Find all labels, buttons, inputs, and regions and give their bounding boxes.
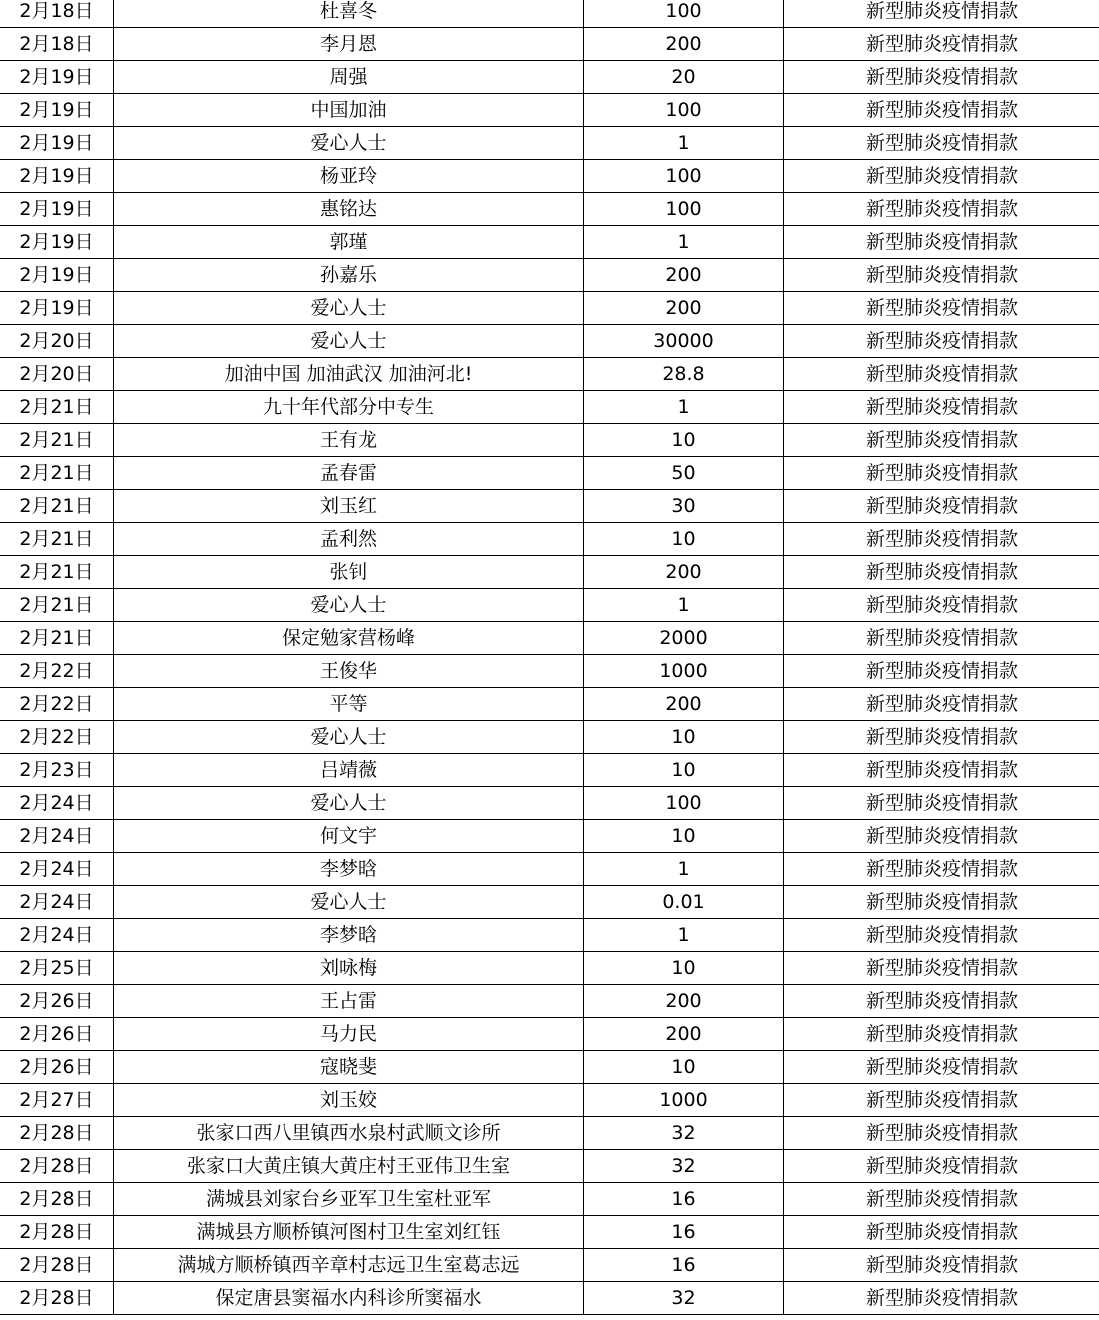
date-cell: 2月18日 bbox=[0, 28, 114, 61]
date-cell: 2月24日 bbox=[0, 853, 114, 886]
table-row bbox=[0, 226, 1099, 259]
purpose-cell: 新型肺炎疫情捐款 bbox=[784, 325, 1099, 358]
donor-name-cell: 平等 bbox=[114, 688, 584, 721]
donor-name-cell: 张家口西八里镇西水泉村武顺文诊所 bbox=[114, 1117, 584, 1150]
table-row bbox=[0, 325, 1099, 358]
table-row bbox=[0, 424, 1099, 457]
table-row bbox=[0, 589, 1099, 622]
donor-name-cell: 满城县刘家台乡亚军卫生室杜亚军 bbox=[114, 1183, 584, 1216]
purpose-cell: 新型肺炎疫情捐款 bbox=[784, 226, 1099, 259]
donor-name-cell: 张钊 bbox=[114, 556, 584, 589]
donor-name-cell: 李梦晗 bbox=[114, 853, 584, 886]
amount-cell: 28.8 bbox=[584, 358, 784, 391]
purpose-cell: 新型肺炎疫情捐款 bbox=[784, 787, 1099, 820]
amount-cell: 10 bbox=[584, 424, 784, 457]
purpose-cell: 新型肺炎疫情捐款 bbox=[784, 457, 1099, 490]
donor-name-cell: 满城方顺桥镇西辛章村志远卫生室葛志远 bbox=[114, 1249, 584, 1282]
date-cell: 2月26日 bbox=[0, 1018, 114, 1051]
purpose-cell: 新型肺炎疫情捐款 bbox=[784, 424, 1099, 457]
amount-cell: 1 bbox=[584, 853, 784, 886]
donor-name-cell: 爱心人士 bbox=[114, 721, 584, 754]
table-row bbox=[0, 655, 1099, 688]
table-row bbox=[0, 787, 1099, 820]
amount-cell: 32 bbox=[584, 1282, 784, 1315]
table-row bbox=[0, 358, 1099, 391]
purpose-cell: 新型肺炎疫情捐款 bbox=[784, 1183, 1099, 1216]
table-row bbox=[0, 820, 1099, 853]
purpose-cell: 新型肺炎疫情捐款 bbox=[784, 127, 1099, 160]
amount-cell: 10 bbox=[584, 820, 784, 853]
date-cell: 2月24日 bbox=[0, 919, 114, 952]
table-row bbox=[0, 886, 1099, 919]
amount-cell: 10 bbox=[584, 721, 784, 754]
date-cell: 2月28日 bbox=[0, 1249, 114, 1282]
purpose-cell: 新型肺炎疫情捐款 bbox=[784, 589, 1099, 622]
donor-name-cell: 寇晓斐 bbox=[114, 1051, 584, 1084]
amount-cell: 100 bbox=[584, 193, 784, 226]
purpose-cell: 新型肺炎疫情捐款 bbox=[784, 523, 1099, 556]
table-row bbox=[0, 754, 1099, 787]
date-cell: 2月19日 bbox=[0, 292, 114, 325]
amount-cell: 16 bbox=[584, 1216, 784, 1249]
purpose-cell: 新型肺炎疫情捐款 bbox=[784, 1249, 1099, 1282]
purpose-cell: 新型肺炎疫情捐款 bbox=[784, 1084, 1099, 1117]
purpose-cell: 新型肺炎疫情捐款 bbox=[784, 28, 1099, 61]
purpose-cell: 新型肺炎疫情捐款 bbox=[784, 1051, 1099, 1084]
amount-cell: 2000 bbox=[584, 622, 784, 655]
purpose-cell: 新型肺炎疫情捐款 bbox=[784, 1216, 1099, 1249]
donor-name-cell: 刘咏梅 bbox=[114, 952, 584, 985]
donor-name-cell: 何文宇 bbox=[114, 820, 584, 853]
table-row bbox=[0, 94, 1099, 127]
table-row bbox=[0, 1150, 1099, 1183]
date-cell: 2月19日 bbox=[0, 94, 114, 127]
date-cell: 2月24日 bbox=[0, 820, 114, 853]
date-cell: 2月21日 bbox=[0, 391, 114, 424]
purpose-cell: 新型肺炎疫情捐款 bbox=[784, 94, 1099, 127]
table-row bbox=[0, 490, 1099, 523]
date-cell: 2月19日 bbox=[0, 127, 114, 160]
table-row bbox=[0, 28, 1099, 61]
purpose-cell: 新型肺炎疫情捐款 bbox=[784, 886, 1099, 919]
date-cell: 2月21日 bbox=[0, 457, 114, 490]
amount-cell: 1 bbox=[584, 127, 784, 160]
date-cell: 2月24日 bbox=[0, 787, 114, 820]
donor-name-cell: 王占雷 bbox=[114, 985, 584, 1018]
purpose-cell: 新型肺炎疫情捐款 bbox=[784, 1018, 1099, 1051]
date-cell: 2月19日 bbox=[0, 61, 114, 94]
purpose-cell: 新型肺炎疫情捐款 bbox=[784, 1282, 1099, 1315]
amount-cell: 200 bbox=[584, 985, 784, 1018]
amount-cell: 30000 bbox=[584, 325, 784, 358]
amount-cell: 10 bbox=[584, 1051, 784, 1084]
amount-cell: 30 bbox=[584, 490, 784, 523]
purpose-cell: 新型肺炎疫情捐款 bbox=[784, 622, 1099, 655]
donor-name-cell: 爱心人士 bbox=[114, 589, 584, 622]
date-cell: 2月19日 bbox=[0, 193, 114, 226]
donor-name-cell: 郭瑾 bbox=[114, 226, 584, 259]
date-cell: 2月20日 bbox=[0, 325, 114, 358]
purpose-cell: 新型肺炎疫情捐款 bbox=[784, 919, 1099, 952]
date-cell: 2月25日 bbox=[0, 952, 114, 985]
date-cell: 2月24日 bbox=[0, 886, 114, 919]
date-cell: 2月22日 bbox=[0, 655, 114, 688]
donor-name-cell: 爱心人士 bbox=[114, 127, 584, 160]
date-cell: 2月23日 bbox=[0, 754, 114, 787]
purpose-cell: 新型肺炎疫情捐款 bbox=[784, 490, 1099, 523]
purpose-cell: 新型肺炎疫情捐款 bbox=[784, 688, 1099, 721]
amount-cell: 200 bbox=[584, 292, 784, 325]
amount-cell: 50 bbox=[584, 457, 784, 490]
donor-name-cell: 孙嘉乐 bbox=[114, 259, 584, 292]
purpose-cell: 新型肺炎疫情捐款 bbox=[784, 160, 1099, 193]
donor-name-cell: 刘玉姣 bbox=[114, 1084, 584, 1117]
table-row bbox=[0, 1018, 1099, 1051]
amount-cell: 0.01 bbox=[584, 886, 784, 919]
table-row bbox=[0, 919, 1099, 952]
date-cell: 2月19日 bbox=[0, 226, 114, 259]
table-row bbox=[0, 1084, 1099, 1117]
donor-name-cell: 爱心人士 bbox=[114, 886, 584, 919]
date-cell: 2月21日 bbox=[0, 424, 114, 457]
donor-name-cell: 中国加油 bbox=[114, 94, 584, 127]
amount-cell: 10 bbox=[584, 952, 784, 985]
table-row bbox=[0, 193, 1099, 226]
date-cell: 2月21日 bbox=[0, 622, 114, 655]
amount-cell: 10 bbox=[584, 754, 784, 787]
donor-name-cell: 李梦晗 bbox=[114, 919, 584, 952]
amount-cell: 200 bbox=[584, 688, 784, 721]
date-cell: 2月28日 bbox=[0, 1117, 114, 1150]
date-cell: 2月28日 bbox=[0, 1183, 114, 1216]
donor-name-cell: 孟利然 bbox=[114, 523, 584, 556]
amount-cell: 1000 bbox=[584, 1084, 784, 1117]
purpose-cell: 新型肺炎疫情捐款 bbox=[784, 0, 1099, 28]
amount-cell: 20 bbox=[584, 61, 784, 94]
table-row bbox=[0, 523, 1099, 556]
donor-name-cell: 爱心人士 bbox=[114, 325, 584, 358]
date-cell: 2月21日 bbox=[0, 490, 114, 523]
date-cell: 2月26日 bbox=[0, 985, 114, 1018]
date-cell: 2月27日 bbox=[0, 1084, 114, 1117]
amount-cell: 1 bbox=[584, 919, 784, 952]
amount-cell: 16 bbox=[584, 1183, 784, 1216]
table-row bbox=[0, 853, 1099, 886]
donor-name-cell: 加油中国 加油武汉 加油河北! bbox=[114, 358, 584, 391]
donor-name-cell: 杜喜冬 bbox=[114, 0, 584, 28]
amount-cell: 100 bbox=[584, 0, 784, 28]
donor-name-cell: 爱心人士 bbox=[114, 292, 584, 325]
purpose-cell: 新型肺炎疫情捐款 bbox=[784, 985, 1099, 1018]
amount-cell: 16 bbox=[584, 1249, 784, 1282]
donor-name-cell: 杨亚玲 bbox=[114, 160, 584, 193]
date-cell: 2月21日 bbox=[0, 523, 114, 556]
table-row bbox=[0, 688, 1099, 721]
donor-name-cell: 王俊华 bbox=[114, 655, 584, 688]
table-row bbox=[0, 1051, 1099, 1084]
donor-name-cell: 马力民 bbox=[114, 1018, 584, 1051]
table-row bbox=[0, 127, 1099, 160]
table-row bbox=[0, 160, 1099, 193]
table-row bbox=[0, 259, 1099, 292]
amount-cell: 1 bbox=[584, 589, 784, 622]
donor-name-cell: 李月恩 bbox=[114, 28, 584, 61]
amount-cell: 200 bbox=[584, 556, 784, 589]
purpose-cell: 新型肺炎疫情捐款 bbox=[784, 259, 1099, 292]
donor-name-cell: 孟春雷 bbox=[114, 457, 584, 490]
date-cell: 2月22日 bbox=[0, 688, 114, 721]
date-cell: 2月28日 bbox=[0, 1216, 114, 1249]
amount-cell: 1 bbox=[584, 226, 784, 259]
amount-cell: 1 bbox=[584, 391, 784, 424]
date-cell: 2月28日 bbox=[0, 1282, 114, 1315]
purpose-cell: 新型肺炎疫情捐款 bbox=[784, 556, 1099, 589]
date-cell: 2月28日 bbox=[0, 1150, 114, 1183]
table-row bbox=[0, 1183, 1099, 1216]
purpose-cell: 新型肺炎疫情捐款 bbox=[784, 391, 1099, 424]
donor-name-cell: 王有龙 bbox=[114, 424, 584, 457]
donor-name-cell: 吕靖薇 bbox=[114, 754, 584, 787]
purpose-cell: 新型肺炎疫情捐款 bbox=[784, 952, 1099, 985]
purpose-cell: 新型肺炎疫情捐款 bbox=[784, 193, 1099, 226]
table-row bbox=[0, 292, 1099, 325]
date-cell: 2月19日 bbox=[0, 259, 114, 292]
donor-name-cell: 周强 bbox=[114, 61, 584, 94]
donor-name-cell: 张家口大黄庄镇大黄庄村王亚伟卫生室 bbox=[114, 1150, 584, 1183]
table-row bbox=[0, 622, 1099, 655]
donor-name-cell: 满城县方顺桥镇河图村卫生室刘红钰 bbox=[114, 1216, 584, 1249]
donor-name-cell: 刘玉红 bbox=[114, 490, 584, 523]
table-row bbox=[0, 1282, 1099, 1315]
table-row bbox=[0, 1216, 1099, 1249]
purpose-cell: 新型肺炎疫情捐款 bbox=[784, 1150, 1099, 1183]
amount-cell: 32 bbox=[584, 1150, 784, 1183]
date-cell: 2月26日 bbox=[0, 1051, 114, 1084]
amount-cell: 200 bbox=[584, 28, 784, 61]
table-row bbox=[0, 1249, 1099, 1282]
table-row bbox=[0, 0, 1099, 28]
table-row bbox=[0, 556, 1099, 589]
purpose-cell: 新型肺炎疫情捐款 bbox=[784, 754, 1099, 787]
date-cell: 2月19日 bbox=[0, 160, 114, 193]
purpose-cell: 新型肺炎疫情捐款 bbox=[784, 358, 1099, 391]
amount-cell: 1000 bbox=[584, 655, 784, 688]
date-cell: 2月18日 bbox=[0, 0, 114, 28]
donor-name-cell: 保定勉家营杨峰 bbox=[114, 622, 584, 655]
date-cell: 2月21日 bbox=[0, 556, 114, 589]
date-cell: 2月21日 bbox=[0, 589, 114, 622]
table-row bbox=[0, 391, 1099, 424]
amount-cell: 100 bbox=[584, 160, 784, 193]
amount-cell: 200 bbox=[584, 259, 784, 292]
date-cell: 2月22日 bbox=[0, 721, 114, 754]
amount-cell: 100 bbox=[584, 787, 784, 820]
purpose-cell: 新型肺炎疫情捐款 bbox=[784, 1117, 1099, 1150]
donor-name-cell: 爱心人士 bbox=[114, 787, 584, 820]
purpose-cell: 新型肺炎疫情捐款 bbox=[784, 292, 1099, 325]
amount-cell: 10 bbox=[584, 523, 784, 556]
table-row bbox=[0, 457, 1099, 490]
purpose-cell: 新型肺炎疫情捐款 bbox=[784, 721, 1099, 754]
donor-name-cell: 保定唐县窦福水内科诊所窦福水 bbox=[114, 1282, 584, 1315]
amount-cell: 32 bbox=[584, 1117, 784, 1150]
purpose-cell: 新型肺炎疫情捐款 bbox=[784, 820, 1099, 853]
donor-name-cell: 九十年代部分中专生 bbox=[114, 391, 584, 424]
table-row bbox=[0, 985, 1099, 1018]
table-row bbox=[0, 1117, 1099, 1150]
amount-cell: 200 bbox=[584, 1018, 784, 1051]
donor-name-cell: 惠铭达 bbox=[114, 193, 584, 226]
table-row bbox=[0, 952, 1099, 985]
purpose-cell: 新型肺炎疫情捐款 bbox=[784, 655, 1099, 688]
purpose-cell: 新型肺炎疫情捐款 bbox=[784, 853, 1099, 886]
date-cell: 2月20日 bbox=[0, 358, 114, 391]
amount-cell: 100 bbox=[584, 94, 784, 127]
table-row bbox=[0, 721, 1099, 754]
purpose-cell: 新型肺炎疫情捐款 bbox=[784, 61, 1099, 94]
table-row bbox=[0, 61, 1099, 94]
